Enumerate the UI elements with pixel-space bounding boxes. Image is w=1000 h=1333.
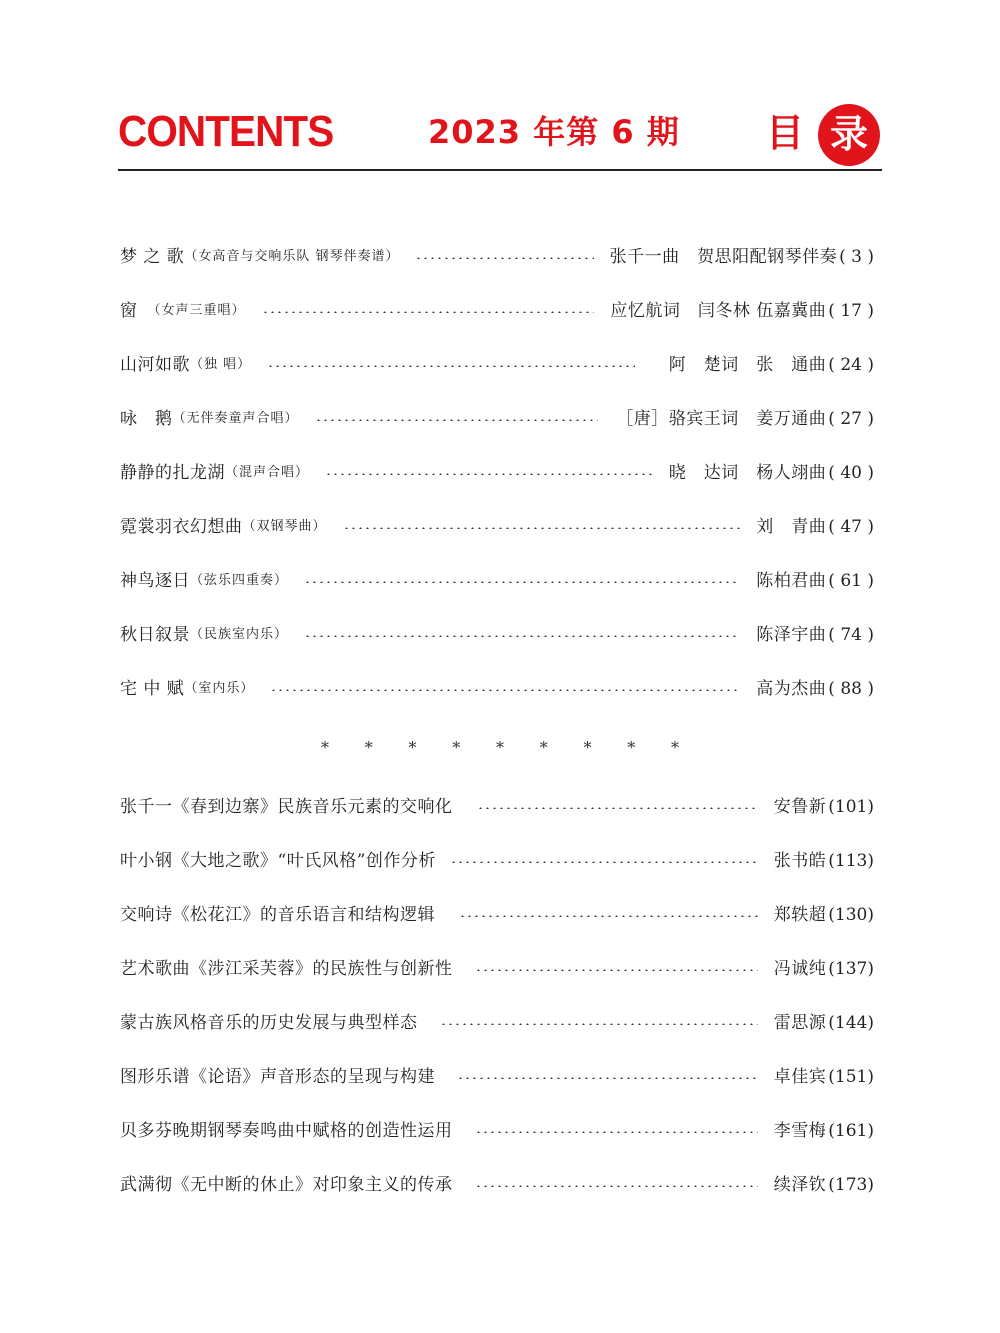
toc-credit: 雷思源	[773, 1013, 827, 1033]
leader-dots	[459, 915, 758, 917]
toc-title: 静静的扎龙湖	[120, 463, 225, 483]
toc-credit: 刘 青曲	[756, 517, 827, 537]
leader-dots	[415, 257, 593, 259]
toc-title: 贝多芬晚期钢琴奏鸣曲中赋格的创造性运用	[120, 1121, 453, 1141]
toc-title: 叶小钢《大地之歌》“叶氏风格”创作分析	[120, 851, 436, 871]
toc-credit: 卓佳宾	[773, 1067, 827, 1087]
toc-title: 交响诗《松花江》的音乐语言和结构逻辑	[120, 905, 435, 925]
toc-row[interactable]	[120, 566, 874, 596]
leader-dots	[450, 861, 758, 863]
toc-page: ( 40 )	[828, 463, 874, 483]
toc-row[interactable]	[120, 242, 874, 272]
toc-credit: 陈泽宇曲	[756, 625, 827, 645]
toc-page: (101)	[828, 797, 874, 817]
toc-page: ( 17 )	[828, 301, 874, 321]
toc-row[interactable]	[120, 1170, 874, 1200]
leader-dots	[315, 419, 599, 421]
toc-page: ( 24 )	[828, 355, 874, 375]
leader-dots	[475, 1185, 758, 1187]
toc-page: (137)	[828, 959, 874, 979]
section-separator	[320, 738, 680, 757]
toc-title: 秋日叙景	[120, 625, 190, 645]
separator-star: *	[539, 738, 548, 757]
toc-page: (113)	[828, 851, 874, 871]
toc-credit: 阿 楚词 张 通曲	[668, 355, 827, 375]
toc-title: 梦 之 歌	[120, 247, 185, 267]
separator-star: *	[583, 738, 592, 757]
toc-title: 咏 鹅	[120, 409, 173, 429]
toc-row[interactable]	[120, 512, 874, 542]
mulu-char-1: 目	[766, 111, 805, 155]
toc-credit: 李雪梅	[773, 1121, 827, 1141]
toc-row[interactable]	[120, 296, 874, 326]
toc-page: (173)	[828, 1175, 874, 1195]
leader-dots	[325, 473, 653, 475]
toc-subtitle: （民族室内乐）	[190, 627, 289, 642]
toc-credit: 张千一曲 贺思阳配钢琴伴奏	[609, 247, 838, 267]
toc-credit: 张书皓	[773, 851, 827, 871]
page-header	[118, 100, 882, 172]
toc-title: 山河如歌	[120, 355, 190, 375]
toc-page: ( 61 )	[828, 571, 874, 591]
leader-dots	[475, 1131, 758, 1133]
toc-row[interactable]	[120, 458, 874, 488]
separator-star: *	[321, 738, 329, 757]
toc-page: ( 3 )	[839, 247, 874, 267]
toc-title: 蒙古族风格音乐的历史发展与典型样态	[120, 1013, 418, 1033]
toc-page: ( 88 )	[828, 679, 874, 699]
toc-subtitle: （弦乐四重奏）	[190, 573, 289, 588]
toc-page: (151)	[828, 1067, 874, 1087]
toc-title: 张千一《春到边寨》民族音乐元素的交响化	[120, 797, 453, 817]
leader-dots	[304, 581, 740, 583]
toc-row[interactable]	[120, 1062, 874, 1092]
toc-subtitle: （无伴奏童声合唱）	[172, 411, 299, 426]
header-rule	[118, 169, 882, 171]
issue-label: 2023 年第 6 期	[428, 113, 680, 151]
leader-dots	[304, 635, 740, 637]
toc-row[interactable]	[120, 350, 874, 380]
toc-title: 神鸟逐日	[120, 571, 190, 591]
toc-row[interactable]	[120, 404, 874, 434]
toc-row[interactable]	[120, 620, 874, 650]
leader-dots	[440, 1023, 758, 1025]
toc-row[interactable]	[120, 846, 874, 876]
toc-credit: 晓 达词 杨人翊曲	[668, 463, 827, 483]
toc-row[interactable]	[120, 954, 874, 984]
toc-subtitle: （女声三重唱）	[147, 303, 246, 318]
separator-star: *	[671, 738, 679, 757]
toc-credit: 应忆航词 闫冬林 伍嘉冀曲	[610, 301, 827, 321]
toc-page: ( 47 )	[828, 517, 874, 537]
toc-subtitle: （室内乐）	[184, 681, 255, 696]
leader-dots	[477, 807, 758, 809]
toc-title: 霓裳羽衣幻想曲	[120, 517, 243, 537]
leader-dots	[457, 1077, 758, 1079]
leader-dots	[475, 969, 758, 971]
toc-credit: 冯诚纯	[773, 959, 827, 979]
toc-title: 艺术歌曲《涉江采芙蓉》的民族性与创新性	[120, 959, 453, 979]
toc-credit: 续泽钦	[773, 1175, 827, 1195]
toc-credit: 郑轶超	[773, 905, 827, 925]
toc-row[interactable]	[120, 674, 874, 704]
toc-row[interactable]	[120, 900, 874, 930]
toc-credit: 高为杰曲	[756, 679, 827, 699]
toc-credit: ［唐］骆宾王词 姜万通曲	[616, 409, 827, 429]
separator-star: *	[364, 738, 373, 757]
toc-subtitle: （女高音与交响乐队 钢琴伴奏谱）	[184, 249, 400, 264]
toc-title: 宅 中 赋	[120, 679, 185, 699]
toc-page: ( 74 )	[828, 625, 874, 645]
toc-row[interactable]	[120, 792, 874, 822]
toc-credit: 安鲁新	[773, 797, 827, 817]
toc-page: (130)	[828, 905, 874, 925]
toc-subtitle: （独 唱）	[190, 357, 252, 372]
toc-credit: 陈柏君曲	[756, 571, 827, 591]
toc-page: ( 27 )	[828, 409, 874, 429]
separator-star: *	[408, 738, 417, 757]
toc-subtitle: （双钢琴曲）	[242, 519, 327, 534]
toc-row[interactable]	[120, 1008, 874, 1038]
toc-subtitle: （混声合唱）	[225, 465, 310, 480]
toc-page: (161)	[828, 1121, 874, 1141]
toc-row[interactable]	[120, 1116, 874, 1146]
separator-star: *	[452, 738, 461, 757]
toc-title: 武满彻《无中断的休止》对印象主义的传承	[120, 1175, 453, 1195]
toc-title: 窗	[120, 301, 138, 321]
leader-dots	[343, 527, 741, 529]
leader-dots	[262, 311, 595, 313]
leader-dots	[267, 365, 635, 367]
mulu-char-2-circle: 录	[818, 104, 880, 166]
toc-page: (144)	[828, 1013, 874, 1033]
contents-title: CONTENTS	[118, 107, 334, 156]
separator-star: *	[627, 738, 636, 757]
toc-title: 图形乐谱《论语》声音形态的呈现与构建	[120, 1067, 435, 1087]
leader-dots	[270, 689, 740, 691]
separator-star: *	[496, 738, 504, 757]
